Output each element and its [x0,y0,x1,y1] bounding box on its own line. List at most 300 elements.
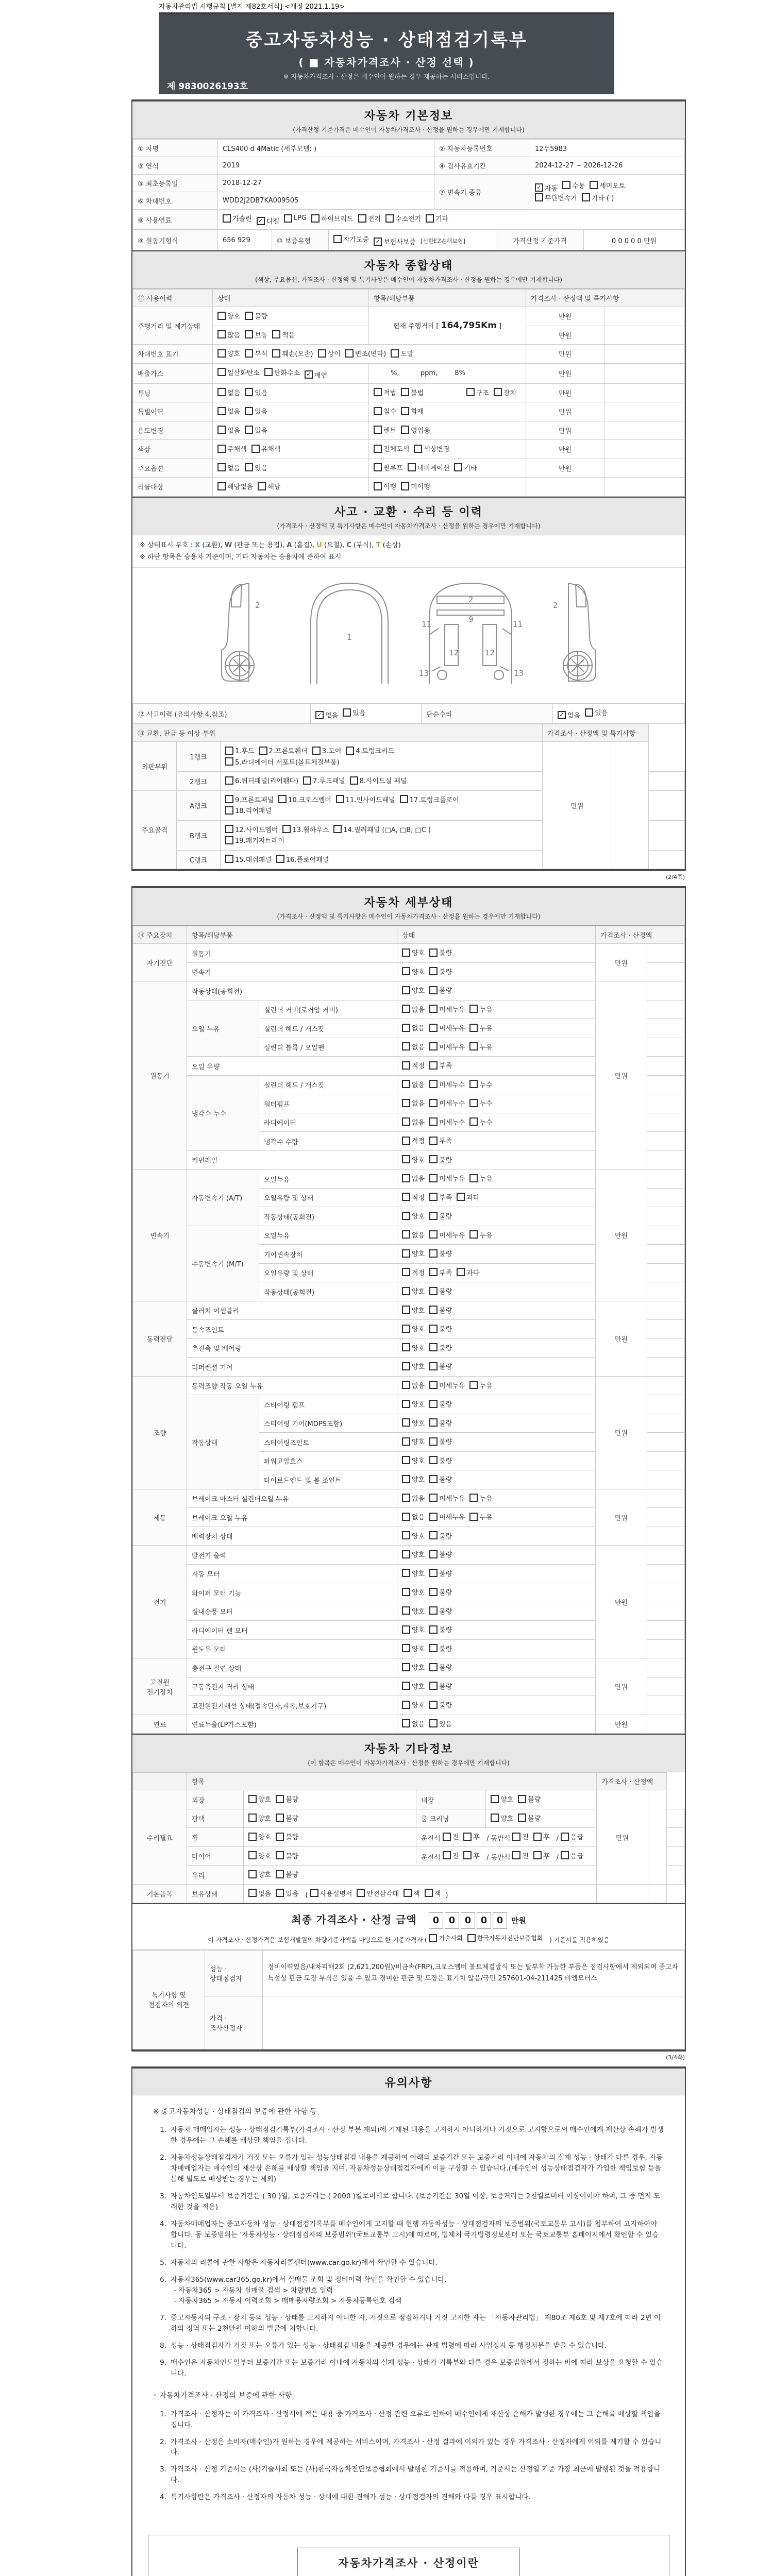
item-label: 라디에이터 팬 모터 [187,1621,397,1640]
price-survey-box-title: 자동차가격조사 · 산정이란 [297,2548,520,2576]
checkbox-양호: 양호 [248,1869,271,1879]
checkbox-부족: 부족 [429,1192,452,1202]
model-year: 2019 [218,157,434,175]
checkbox-양호: 양호 [402,1606,425,1616]
etc-grid: 항목 가격조사 · 산정액 수리필요 외장 양호 불량 내장 양호 불량 만원 광택 양호 불량 룸 크리닝 양호 불량 휠 양호 불량 운전석 전 후 / 동반석 전 후 / 응급 타이어 양호 불량 운전석 전 후 / 동반석 전 후 / 응급 유리 양호 불량 기본품목 보유상태 없음 있음 ( 사용설명서 안전삼각대 잭 잭 ) [132,1772,685,1903]
checkbox-해당: 해당 [258,481,280,491]
checkbox-양호: 양호 [402,985,425,995]
checkbox-응급: 응급 [561,1851,583,1860]
row-label: 배출가스 [133,363,213,383]
item-label: 클러치 어셈블리 [187,1301,397,1320]
rank-items [221,742,543,772]
notice-item: 7. 중고자동차의 구조 · 장치 등의 성능 · 상태를 고지하지 아니한 자, 거짓으로 점검하거나 거짓 고지한 자는 「자동차관리법」 제80조 제6호 및 제7호에 따라 2년 이하의 징역 또는 2천만원 이하의 벌금에 처합니다. [160,2314,661,2333]
car-diagrams [132,568,685,703]
checkbox-도말: 도말 [391,348,413,358]
checkbox-15.대쉬패널: 15.대쉬패널 [225,854,272,864]
checkbox-누유: 누유 [469,1230,492,1240]
item-label: 변속기 [187,962,397,981]
field-label: ⑤ 최초등록일 [133,175,218,192]
legend-code-W: W [224,541,232,549]
price-unit: 만원 [596,1658,647,1715]
item-label: 유리 [187,1866,244,1885]
checkbox-18.리어패널: 18.리어패널 [225,805,272,815]
item-label: 스티어링조인트 [259,1433,397,1452]
state-symbol-legend [132,535,685,568]
price-unit: 만원 [596,1715,647,1734]
price-unit: 만원 [526,402,604,421]
item-label: 구동축전지 격리 상태 [187,1677,397,1696]
item-label: 실린더 헤드 / 개스킷 [259,1075,397,1094]
checkbox-불량: 불량 [276,1832,298,1841]
section-detail-header [132,888,685,926]
legend-code-U: U [316,541,322,549]
checkbox-전: 전 [512,1851,529,1860]
warranty-type: 자가보증 ✓ 보험사보증 [신한EZ손해보험] [329,230,496,250]
checkbox-양호: 양호 [402,1474,425,1484]
checkbox-양호: 양호 [402,1286,425,1296]
price-unit: 만원 [596,1546,647,1658]
checkbox-누유: 누유 [469,1004,492,1014]
group-label: 수리필요 [133,1790,187,1885]
checkbox-한국자동차진단보증협회: 한국자동차진단보증협회 [467,1934,543,1942]
checkbox-양호: 양호 [402,1662,425,1672]
engine-type: 656 929 [218,230,272,250]
section-title: 유의사항 [384,2076,433,2090]
col-header: 상태 [397,926,596,944]
checkbox-불량: 불량 [429,1643,452,1653]
item-label: 실린더 헤드 / 개스킷 [259,1019,397,1038]
device-label: 연료 [133,1715,187,1734]
car-name: CLS400 d 4Matic (세부모델: ) [218,140,434,157]
checkbox-미세누유: 미세누유 [429,1380,465,1390]
checkbox-부족: 부족 [429,1136,452,1145]
checkbox-무단변속기: 무단변속기 [535,193,577,202]
checkbox-네비게이션: 네비게이션 [408,463,450,472]
legend-code-X: X [195,541,200,549]
overall-grid [132,289,685,497]
checkbox-양호: 양호 [402,1305,425,1315]
checkbox-7.루프패널: 7.루프패널 [303,775,345,785]
checkbox-불량: 불량 [429,1324,452,1333]
col-header: 항목/해당부품 [369,290,526,307]
notice-subitem: - 자동차365 > 자동차 이력조회 > 매매용차량조회 > 자동차등록번호 검색 [174,2297,402,2306]
checkbox-없음: 없음 [402,1079,425,1089]
checkbox-불량: 불량 [429,1155,452,1164]
checkbox-16.플로어패널: 16.플로어패널 [276,854,329,864]
checkbox-미세누유: 미세누유 [429,1493,465,1503]
checkbox-있음: 있음 [343,707,365,717]
price-unit: 만원 [526,326,604,345]
item-label: 연료누출(LP가스포함) [187,1715,397,1734]
checkbox-누유: 누유 [469,1042,492,1052]
vin-number: WDD2J2DB7KA009505 [218,192,434,210]
row-label: 주요옵션 [133,459,213,478]
checkbox-전: 전 [443,1832,459,1841]
price-unit: 만원 [526,363,604,383]
checkbox-2.프론트휀더: 2.프론트휀더 [259,745,308,755]
col-header: ⑭ 주요장치 [133,926,187,944]
checkbox-누유: 누유 [469,1512,492,1521]
block-page3 [131,2066,686,2576]
checkbox-불법: 불법 [401,387,424,397]
item-label: 시동 모터 [187,1564,397,1583]
checkbox-미세누유: 미세누유 [429,1023,465,1032]
col-header: 상태 [213,290,369,307]
checkbox-적정: 적정 [402,1192,425,1202]
price-digit: 0 [445,1912,459,1929]
opinion-who: 가격 · 조사산정자 [205,1996,263,2049]
section-accident-header [132,497,685,535]
checkbox-불량: 불량 [429,1361,452,1371]
notice-subhead-2: ◦ 자동차가격조사 · 산정의 보증에 관한 사항 [153,2391,292,2400]
checkbox-불량: 불량 [276,1813,298,1823]
notice-item: 1. 가격조사 · 산정자는 이 가격조사 · 산정서에 적은 내용 중 가격조사 · 산정 관련 오류로 인하여 매수인에게 재산상 손해가 발생한 경우에는 그 손해를 배상할 책임을 집니다. [160,2410,661,2429]
etc-info-table [132,1772,685,1903]
document-number: 제 9830026193호 [167,81,248,92]
registration-number: 12두5983 [530,140,685,157]
car-outline-diagram [141,573,677,694]
checkbox-누유: 누유 [469,1493,492,1503]
col-header: 항목/해당부품 [187,926,397,944]
checkbox-누수: 누수 [469,1098,492,1108]
checkbox-일산화탄소: 일산화탄소 [217,367,260,377]
checkbox-부족: 부족 [429,1060,452,1070]
item-label: 외장 [187,1790,244,1809]
notice-item: 3. 가격조사 · 산정 기준서는 (사)기술사회 또는 (사)한국자동차진단보증협회에서 발행한 기준서를 적용하며, 기준서는 산정일 기준 가장 최근에 발행된 것을 적용합니다. [160,2465,661,2485]
diagram-number: 2 [255,601,260,611]
section-title: 자동차 세부상태 [364,896,453,910]
checkbox-양호: 양호 [402,1700,425,1709]
price-digit: 0 [461,1912,475,1929]
checkbox-8.사이드실 패널: 8.사이드실 패널 [350,775,407,785]
detail-state-table [132,926,685,1734]
diagram-number: 9 [468,615,474,624]
section-note: (가격산정 기준가격은 매수인이 자동차가격조사 · 산정을 원하는 경우에만 기재합니다) [293,126,525,133]
checkbox-있음: 있음 [585,707,608,717]
checkbox-불량: 불량 [429,1681,452,1691]
wheel-positions: 운전석 전 후 / 동반석 전 후 / 응급 [416,1846,597,1866]
final-price-label: 최종 가격조사 · 산정 금액 [291,1913,417,1926]
final-price-note: 이 가격조사 · 산정가격은 보험개발원의 차량기준가액을 바탕으로 한 기준가격과 ( 기술사회 한국자동차진단보증협회 ) 기준서를 적용하였음 [208,1935,610,1944]
section-note: (이 항목은 매수인이 자동차가격조사 · 산정을 원하는 경우에만 기재합니다) [308,1759,510,1767]
section-overall-header [132,250,685,289]
detail-grid [132,926,685,1734]
checkbox-양호: 양호 [402,1587,425,1597]
notice-item: 6. 자동차365(www.car365.go.kr)에서 실매물 조회 및 정비이력 확인을 확인할 수 있습니다. - 자동차365 > 자동차 실매물 검색 > 차량번호 입력 - 자동차365 > 자동차 이력조회 > 매매용차량조회 > 자동차등록번호 검색 [153,2275,664,2307]
rank-label: C랭크 [177,850,221,869]
checkbox-가솔린: 가솔린 [223,213,252,223]
checkbox-없음: 없음 [217,387,240,397]
checkbox-없음: 없음 [402,1230,425,1240]
rank-items [221,772,543,791]
checkbox-누수: 누수 [469,1079,492,1089]
checkbox-없음: 없음 [402,1004,425,1014]
price-digit: 0 [493,1912,507,1929]
checkbox-12.사이드멤버: 12.사이드멤버 [225,824,278,834]
page-marker-2: (2/4쪽) [666,874,685,881]
checkbox-4.트렁크리드: 4.트렁크리드 [346,745,394,755]
checkbox-이행: 이행 [374,481,396,491]
basic-info-table [132,139,685,250]
checkbox-불량: 불량 [276,1851,298,1860]
item-label: 기어변속장치 [259,1245,397,1264]
final-price-digits [429,1916,509,1925]
checkbox-LPG: LPG [284,214,307,223]
price-unit: 만원 [596,1489,647,1546]
item-label: 와이퍼 모터 기능 [187,1583,397,1602]
checkbox-양호: 양호 [402,1343,425,1352]
block-page1 [131,99,686,871]
checkbox-전체도색: 전체도색 [374,444,409,453]
row-label: 색상 [133,440,213,459]
field-label: ② 자동차등록번호 [434,140,530,157]
item-label: 디퍼렌셜 기어 [187,1358,397,1377]
checkbox-색상변경: 색상변경 [414,444,449,453]
exchange-rank-table [132,724,685,869]
item-label: 라디에이터 [259,1113,397,1132]
item-label: 광택 [187,1809,244,1828]
item-label: 실린더 커버(로커암 커버) [259,1000,397,1019]
price-unit: 만원 [596,944,647,981]
checkbox-불량: 불량 [429,1587,452,1597]
checkbox-수소전기: 수소전기 [385,213,421,223]
checkbox-9.프론트패널: 9.프론트패널 [225,794,274,804]
subgroup-label: 오일 누유 [187,1000,259,1057]
checkbox-없음: 없음 [402,1719,425,1728]
item-label: 실린더 블록 / 오일팬 [259,1038,397,1057]
price-unit: 만원 [526,421,604,440]
checkbox-미세누유: 미세누유 [429,1042,465,1052]
price-unit: 만원 [596,1170,647,1301]
checkbox-양호: 양호 [402,1399,425,1409]
checkbox-전: 전 [512,1832,529,1841]
exchange-header: ⑬ 교환, 판금 등 이상 부위 [133,724,543,742]
basic-info-grid2 [132,230,685,250]
checkbox-1.후드: 1.후드 [225,745,255,755]
checkbox-17.트렁크플로어: 17.트렁크플로어 [400,794,459,804]
checkbox-후: 후 [533,1832,550,1841]
notice-item: 2. 가격조사 · 산정은 소비자(매수인)가 원하는 경우에 제공하는 서비스이며, 가격조사 · 산정 결과에 이의가 있는 경우 가격조사 · 산정자에게 이의를 제기할 수 있습니다. [160,2437,662,2457]
checkbox-기술사회: 기술사회 [429,1934,462,1942]
col-header: ⑪ 사용이력 [133,290,213,307]
checkbox-없음: 없음 [248,1888,271,1898]
checkbox-보통: 보통 [245,330,267,340]
checkbox-과다: 과다 [457,1267,479,1277]
final-price-row [132,1903,685,1950]
row-label: 주행거리 및 계기상태 [133,307,213,345]
checkbox-적정: 적정 [402,1267,425,1277]
item-label: 고전원전기배선 상태(접속단자,피복,보호기구) [187,1696,397,1715]
checkbox-양호: 양호 [491,1813,513,1823]
device-label: 원동기 [133,981,187,1170]
row-label: 용도변경 [133,421,213,440]
item-label: 충전구 절연 상태 [187,1658,397,1677]
checkbox-있음: 있음 [245,425,267,435]
field-label: ① 차명 [133,140,218,157]
accident-history-table [132,703,685,869]
item-label: 윈도우 모터 [187,1639,397,1658]
price-unit: 만원 [526,440,604,459]
checkbox-미세누유: 미세누유 [429,1230,465,1240]
checkbox-불량: 불량 [429,1568,452,1578]
checkbox-누유: 누유 [469,1380,492,1390]
checkbox-불량: 불량 [276,1869,298,1879]
item-label: 원동기 [187,944,397,963]
item-label: 룸 크리닝 [416,1809,486,1828]
item-label: 발전기 출력 [187,1546,397,1565]
checkbox-불량: 불량 [429,1700,452,1709]
group-label: 기본품목 [133,1884,187,1903]
price-unit: 만원 [597,1790,648,1885]
checkbox-없음: 없음 [402,1117,425,1127]
device-label: 고전원 전기장치 [133,1658,187,1715]
field-label: ⑩ 보증유형 [272,230,329,250]
checkbox-후: 후 [463,1832,480,1841]
checkbox-있음: 있음 [245,387,267,397]
notice-item: 5. 자동차의 리콜에 관한 사항은 자동차리콜센터(www.car.go.kr)에서 확인할 수 있습니다. [160,2258,438,2267]
price-digit: 0 [429,1912,443,1929]
checkbox-10.크로스멤버: 10.크로스멤버 [278,794,331,804]
area-label: 주요골격 [133,790,177,869]
section-title: 사고 · 교환 · 수리 등 이력 [334,505,483,519]
checkbox-양호: 양호 [402,1418,425,1428]
section-note: (가격조사 · 산정액 및 특기사항은 매수인이 자동차가격조사 · 산정을 원하는 경우에만 기재합니다) [277,913,541,921]
checkbox-안전삼각대: 안전삼각대 [357,1888,399,1898]
inspection-period: 2024-12-27 ~ 2026-12-26 [530,157,685,175]
checkbox-양호: 양호 [248,1794,271,1804]
item-label: 타이어 [187,1846,244,1866]
price-unit: 만원 [526,383,604,402]
item-label: 보유상태 [187,1884,244,1903]
section-note: (색상, 주요옵션, 가격조사 · 산정액 및 특기사항은 매수인이 자동차가격조사 · 산정을 원하는 경우에만 기재합니다) [255,276,562,283]
checkbox-후: 후 [463,1851,480,1860]
checkbox-양호: 양호 [217,311,240,320]
subgroup-label: 냉각수 누수 [187,1075,259,1150]
item-label: 배력장치 상태 [187,1527,397,1546]
item-label: 워터펌프 [259,1094,397,1113]
checkbox-양호: 양호 [402,1211,425,1221]
checkbox-후: 후 [533,1851,550,1860]
emission-values: %, ppm, 8% [369,363,526,383]
transmission-type [530,175,685,210]
legend-code-T: T [376,541,381,549]
checkbox-미세누수: 미세누수 [429,1079,465,1089]
checkbox-불량: 불량 [429,1399,452,1409]
checkbox-미세누유: 미세누유 [429,1512,465,1521]
checkbox-구조: 구조 [466,387,489,397]
device-label: 자기진단 [133,944,187,981]
diagram-number: 11 [513,620,523,630]
checkbox-양호: 양호 [217,348,240,358]
item-label: 오일누유 [259,1226,397,1245]
item-label: 브레이크 마스터 실린더오일 누유 [187,1489,397,1508]
checkbox-탄화수소: 탄화수소 [264,367,300,377]
checkbox-침수: 침수 [374,406,396,416]
item-label: 오일유량 및 상태 [259,1263,397,1282]
checkbox-5.라디에이터 서포트(볼트체결부품): 5.라디에이터 서포트(볼트체결부품) [225,757,340,767]
rank-label: 1랭크 [177,742,221,772]
checkbox-불량: 불량 [429,1662,452,1672]
diagram-number: 13 [419,669,429,679]
checkbox-보험사보증: ✓ 보험사보증 [374,236,416,246]
rank-label: A랭크 [177,790,221,820]
device-label: 제동 [133,1489,187,1546]
section-title: 자동차 기본정보 [364,110,453,123]
checkbox-불량: 불량 [518,1813,541,1823]
diagram-number: 12 [449,648,459,658]
item-label: 오일유량 및 상태 [259,1188,397,1207]
checkbox-과다: 과다 [457,1192,479,1202]
section-notice-header [132,2069,685,2095]
checkbox-불량: 불량 [429,1286,452,1296]
checkbox-전: 전 [443,1851,459,1860]
price-digit: 0 [477,1912,491,1929]
field-label: ⑥ 차대번호 [133,192,218,210]
section-etc-header [132,1734,685,1772]
col-header: 가격조사 · 산정액 및 특기사항 [526,290,685,307]
item-label: 동력조향 작동 오일 누유 [187,1376,397,1395]
checkbox-양호: 양호 [491,1794,513,1804]
checkbox-양호: 양호 [248,1832,271,1841]
checkbox-없음: 없음 [402,1023,425,1032]
rank-label: 2랭크 [177,772,221,791]
item-label: 파워고압호스 [259,1451,397,1470]
simple-repair-label: 단순수리 [422,704,553,724]
final-price-unit: 만원 [511,1916,526,1926]
diagram-number: 2 [468,595,474,605]
item-label: 타이로드엔드 및 볼 조인트 [259,1470,397,1489]
checkbox-없음: 없음 [402,1380,425,1390]
price-survey-explain-box [148,2535,669,2576]
checkbox-사용설명서: 사용설명서 [310,1888,352,1898]
checkbox-불량: 불량 [429,1624,452,1634]
checkbox-자동: ✓ 자동 [535,183,558,193]
price-unit: 만원 [596,1376,647,1489]
legend-line1: ※ 상태표시 부호 : X (교환), W (판금 또는 용접), A (흠집), U (요철), C (부식), T (손상) [140,541,401,549]
checkbox-장치: 장치 [494,387,516,397]
checkbox-불량: 불량 [429,985,452,995]
item-label: 오일누유 [259,1170,397,1189]
row-label: 특별이력 [133,402,213,421]
checkbox-누유: 누유 [469,1173,492,1183]
rank-items [221,790,543,820]
item-label: 작동상태(공회전) [187,981,397,1001]
checkbox-전기: 전기 [358,213,381,223]
rank-label: B랭크 [177,820,221,850]
notice-item: 8. 성능 · 상태점검자가 거짓 또는 오류가 있는 성능 · 상태점검 내용을 제공한 경우에는 관계 법령에 따라 사업정지 등 행정처분을 받을 수 있습니다. [160,2342,607,2350]
checkbox-상이: 상이 [318,348,341,358]
checkbox-11.인사이드패널: 11.인사이드패널 [336,794,395,804]
price-unit: 만원 [596,1301,647,1376]
checkbox-불량: 불량 [429,1474,452,1484]
checkbox-불량: 불량 [429,1343,452,1352]
title-band [159,12,614,94]
field-label: 가격산정 기준가격 [496,230,584,250]
section-title: 자동차 기타정보 [364,1743,453,1756]
notice-item: 9. 매수인은 자동차인도일부터 보증기간 또는 보증거리 이내에 자동차의 실제 성능 · 상태가 기록부와 다른 경우 보증범위에서 정하는 바에 따라 보상을 요청할 수 있습니다. [160,2359,663,2378]
checkbox-양호: 양호 [402,1681,425,1691]
checkbox-3.도어: 3.도어 [312,745,342,755]
checkbox-기타: 기타 [426,213,448,223]
checkbox-없음: 없음 [402,1173,425,1183]
document-subtitle: ( ■ 자동차가격조사 · 산정 선택 ) [298,56,475,69]
checkbox-부식: 부식 [245,348,267,358]
opinion-who: 성능 · 상태점검자 [205,1950,263,1996]
form-reference-note: 자동차관리법 시행규칙 [별지 제82호서식] <개정 2021.1.19> [159,3,345,11]
checkbox-없음: 없음 [402,1493,425,1503]
checkbox-없음: 없음 [217,463,240,472]
device-label: 변속기 [133,1170,187,1301]
